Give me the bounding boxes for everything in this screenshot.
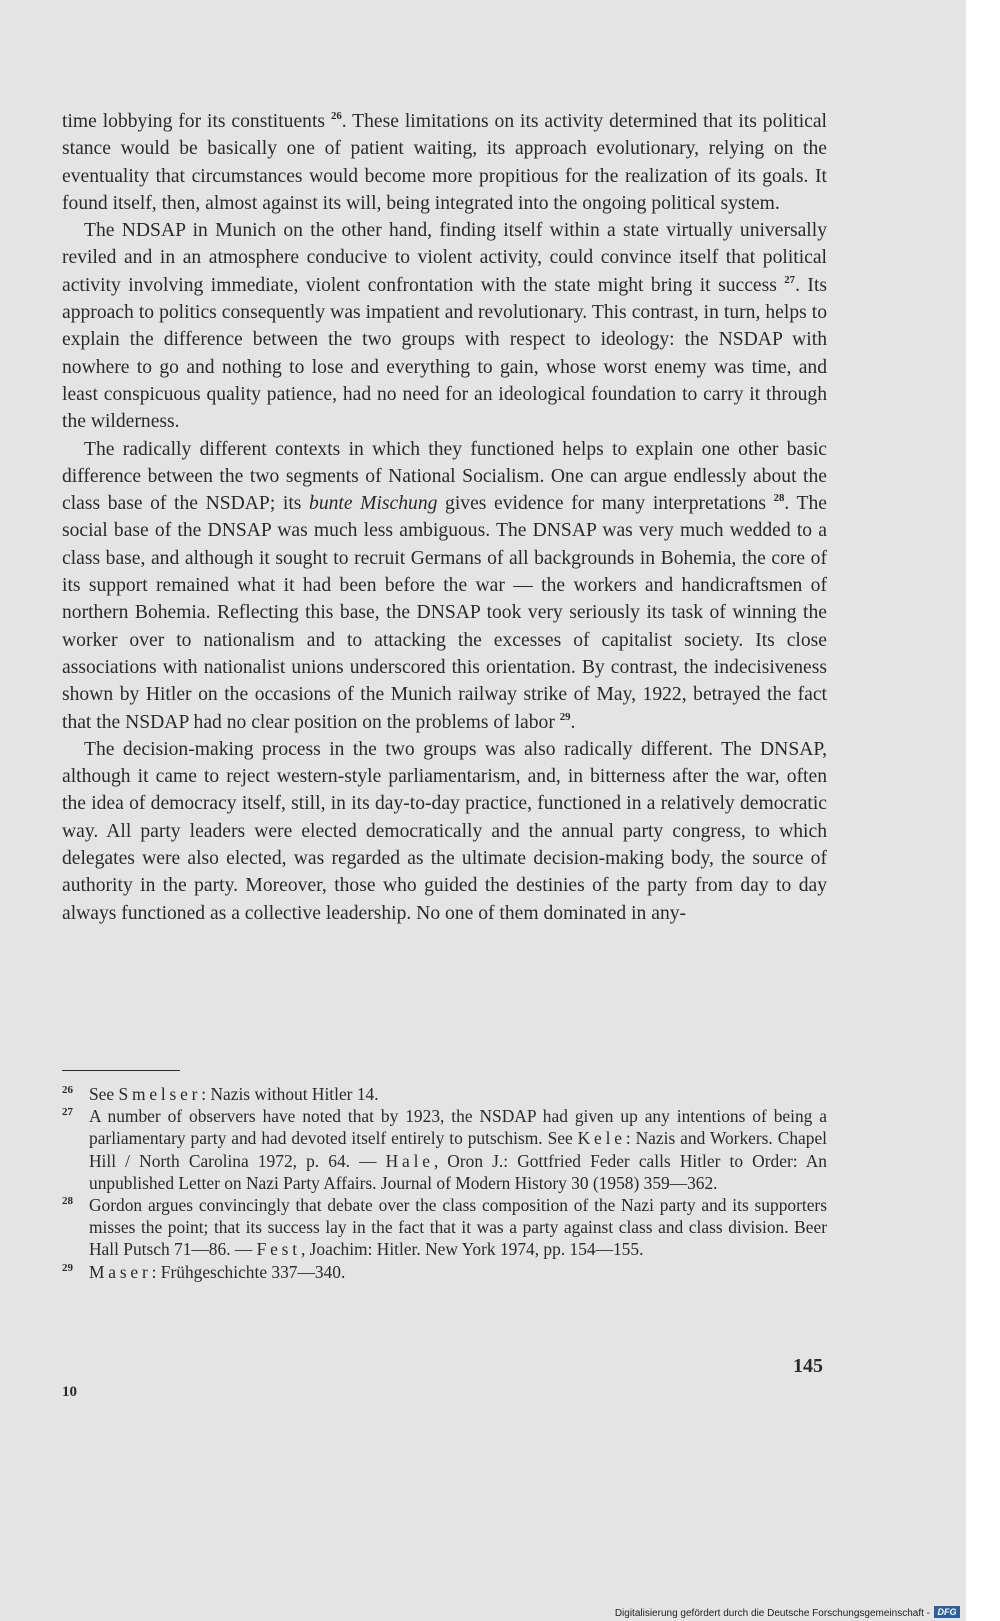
body-text	[62, 108, 827, 927]
paragraph-1: time lobbying for its constituents $^{26}$. These limitations on its activity determined that its political stance would be basically one of patient waiting, its approach evolutionary, relying on the eventuality that circumstances would become more propitious for the realization of its goals. It found itself, then, almost against its will, being integrated into the ongoing political system.	[62, 109, 827, 214]
footnote-ref-27[interactable]: 27	[784, 273, 796, 286]
footnotes	[62, 1083, 827, 1283]
signature-mark: 10	[62, 1384, 77, 1400]
footnote-ref-29[interactable]: 29	[559, 710, 571, 723]
footnote-number: 28	[62, 1195, 73, 1208]
footnote-number: 27	[62, 1106, 73, 1119]
footnote-29: 29 Maser: Frühgeschichte 337—340.	[62, 1261, 827, 1283]
footnote-number: 26	[62, 1084, 73, 1096]
digitization-credit: Digitalisierung gefördert durch die Deutsche Forschungsgemeinschaft -	[614, 1608, 930, 1619]
footnote-author: Fest	[256, 1239, 301, 1260]
footnote-author: Kele	[577, 1128, 626, 1149]
paragraph-3: The radically different contexts in which they functioned helps to explain one other basic difference between the two segments of National Socialism. One can argue endlessly about the class base of the NSDAP; its bunte Mischung gives evidence for many interpretations $^{28}$. The social base of the DNSAP was much less ambiguous. The DNSAP was very much wedded to a class base, and although it sought to recruit Germans of all backgrounds in Bohemia, the core of its support remained what it had been before the war — the workers and handicraftsmen of northern Bohemia. Reflecting this base, the DNSAP took very seriously its task of winning the worker over to nationalism and to attacking the excesses of capitalist society. Its close associations with nationalist unions underscored this orientation. By contrast, the indecisiveness shown by Hitler on the occasions of the Munich railway strike of May, 1922, betrayed the fact that the NSDAP had no clear position on the problems of labor $^{29}$.	[62, 438, 827, 733]
emphasis-bunte-mischung: bunte Mischung	[309, 493, 438, 515]
footnote-28: 28 Gordon argues convincingly that debate over the class composition of the Nazi party and its supporters misses the point; that its success lay in the fact that it was a party against class and class division. Beer Hall Putsch 71—86. — Fest, Joachim: Hitler. New York 1974, pp. 154—155.	[62, 1194, 827, 1261]
footnote-26: 26 See Smelser: Nazis without Hitler 14.	[62, 1083, 827, 1105]
footnote-divider	[62, 1070, 180, 1071]
paragraph-4: The decision-making process in the two groups was also radically different. The DNSAP, although it came to reject western-style parliamentarism, and, in bitterness after the war, often the idea of democracy itself, still, in its day-to-day practice, functioned in a relatively democratic way. All party leaders were elected democratically and the annual party congress, to which delegates were also elected, was regarded as the ultimate decision-making body, the source of authority in the party. Moreover, those who guided the destinies of the party from day to day always functioned as a collective leadership. No one of them dominated in any-	[62, 738, 827, 924]
footnote-27: 27 A number of observers have noted that by 1923, the NSDAP had given up any intentions of being a parliamentary party and had devoted itself entirely to putschism. See Kele: Nazis and Workers. Chapel Hill / North Carolina 1972, p. 64. — Hale, Oron J.: Gottfried Feder calls Hitler to Order: An unpublished Letter on Nazi Party Affairs. Journal of Modern History 30 (1958) 359—362.	[62, 1105, 827, 1194]
dfg-logo: DFG	[934, 1606, 960, 1618]
footnote-author: Maser	[89, 1261, 152, 1282]
footnote-author: Smelser	[118, 1084, 202, 1104]
footnote-author: Hale	[385, 1150, 434, 1171]
paragraph-2: The NDSAP in Munich on the other hand, finding itself within a state virtually universally reviled and in an atmosphere conducive to violent activity, could convince itself that political activity involving immediate, violent confrontation with the state might bring it success $^{27}$. Its approach to politics consequently was impatient and revolutionary. This contrast, in turn, helps to explain the difference between the two groups with respect to ideology: the NSDAP with nowhere to go and nothing to lose and everything to gain, whose worst enemy was time, and least conspicuous quality patience, had no need for an ideological foundation to carry it through the wilderness.	[62, 220, 828, 433]
page-number: 145	[793, 1355, 823, 1377]
footnote-ref-26[interactable]: 26	[330, 109, 342, 122]
footnote-number: 29	[62, 1261, 73, 1274]
footnote-ref-28[interactable]: 28	[773, 492, 785, 505]
